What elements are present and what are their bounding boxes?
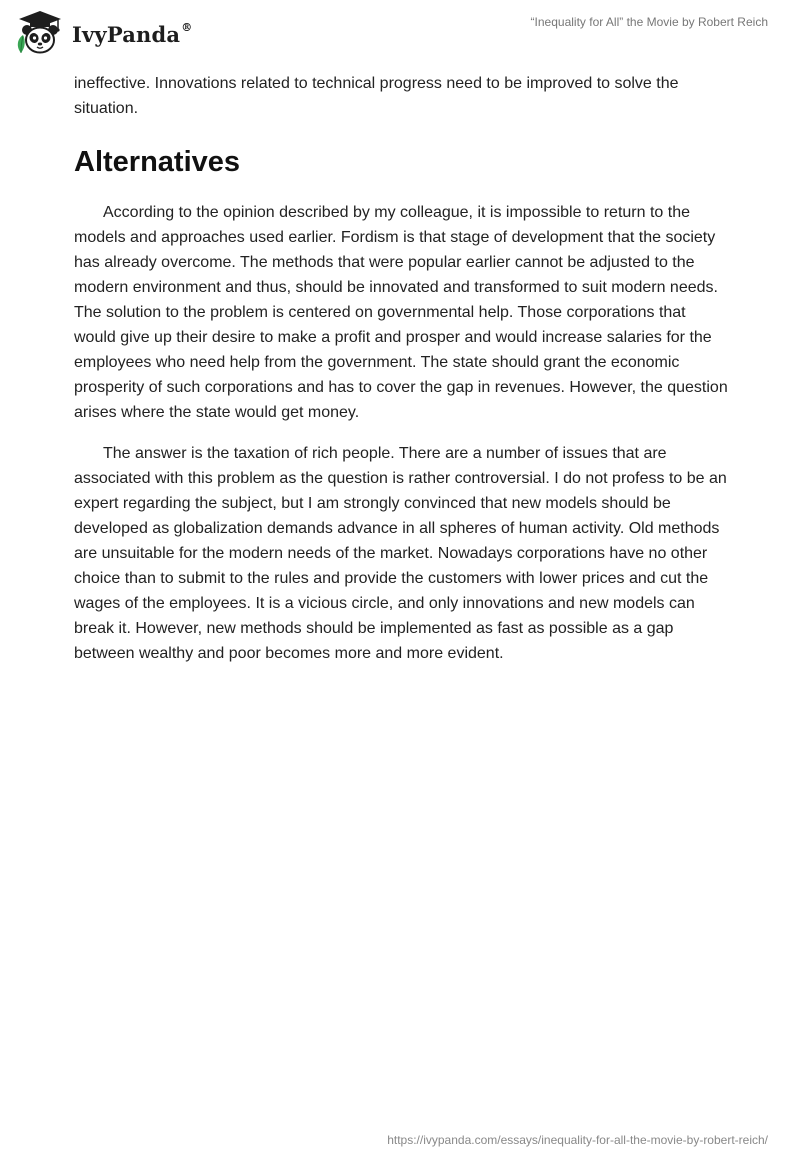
logo-wordmark bbox=[72, 22, 192, 47]
page-header bbox=[0, 0, 800, 70]
footer-url-link[interactable]: https://ivypanda.com/essays/inequality-for-all-the-movie-by-robert-reich/ bbox=[387, 1133, 768, 1147]
document-title: “Inequality for All” the Movie by Robert Reich bbox=[530, 15, 768, 29]
essay-content bbox=[74, 71, 730, 666]
logo-text: IvyPanda bbox=[72, 21, 181, 47]
ivypanda-logo[interactable] bbox=[14, 8, 192, 58]
intro-paragraph: ineffective. Innovations related to technical progress need to be improved to solve the situation. bbox=[74, 75, 679, 117]
registered-mark: ® bbox=[181, 20, 193, 34]
body-paragraph-1: According to the opinion described by my colleague, it is impossible to return to the models and approaches used earlier. Fordism is that stage of development that the society has already overcome. The methods that were popular earlier cannot be adjusted to the modern environment and thus, should be innovated and transformed to suit modern needs. The solution to the problem is centered on governmental help. Those corporations that would give up their desire to make a profit and prosper and would increase salaries for the employees who need help from the government. The state should grant the economic prosperity of such corporations and has to cover the gap in revenues. However, the question arises where the state would get money. bbox=[74, 204, 728, 421]
section-heading: Alternatives bbox=[74, 146, 241, 178]
panda-graduate-icon bbox=[14, 9, 64, 57]
body-paragraph-2: The answer is the taxation of rich people. There are a number of issues that are associated with this problem as the question is rather controversial. I do not profess to be an expert regarding the subject, but I am strongly convinced that new models should be developed as globalization demands advance in all spheres of human activity. Old methods are unsuitable for the modern needs of the market. Nowadays corporations have no other choice than to submit to the rules and provide the customers with lower prices and cut the wages of the employees. It is a vicious circle, and only innovations and new models can break it. However, new methods should be implemented as fast as possible as a gap between wealthy and poor becomes more and more evident. bbox=[74, 445, 727, 662]
